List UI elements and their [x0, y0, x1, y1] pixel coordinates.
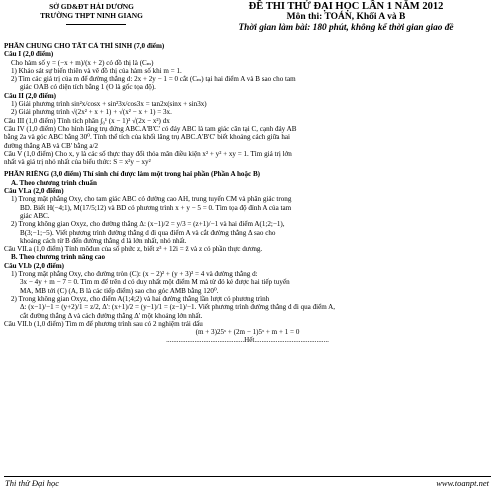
exam-line: 1) Trong mặt phẳng Oxy, cho tam giác ABC có đường cao AH, trung tuyến CM và phân giác trong [11, 195, 292, 204]
exam-line: Câu VII.a (1,0 điểm) Tính môđun của số phức z, biết z³ + 12i = z̄ và z có phần thực dương. [4, 245, 263, 254]
exam-line: B. Theo chương trình nâng cao [11, 253, 105, 262]
exam-line [4, 166, 491, 168]
exam-line: MA, MB tới (C) (A, B là các tiếp điểm) sao cho góc AMB bằng 120⁰. [20, 286, 219, 295]
exam-line: 2) Trong không gian Oxyz, cho đường thẳng Δ: (x−1)/2 = y/3 = (z+1)/−1 và hai điểm A(1;2;−1), [11, 220, 285, 229]
school-name: TRƯỜNG THPT NINH GIANG [40, 11, 143, 20]
exam-line: Câu I (2,0 điểm) [4, 50, 54, 59]
exam-line: Δ: (x−1)/−1 = (y+2)/1 = z/2, Δ': (x+1)/2 = (y−1)/1 = (z−1)/−1. Viết phương trình đường thẳng d đi qua điểm A, [20, 303, 336, 312]
exam-line: đường thẳng AB và CB' bằng a/2 [4, 141, 98, 150]
exam-line: khoảng cách từ B đến đường thẳng d là lớn nhất, nhỏ nhất. [20, 236, 187, 245]
exam-line: cắt đường thẳng Δ và cách đường thẳng Δ' một khoảng lớn nhất. [20, 311, 203, 320]
exam-body [4, 40, 491, 345]
header-underline [66, 24, 126, 25]
section-heading: PHẦN RIÊNG (3,0 điểm) Thí sinh chỉ được làm một trong hai phần (Phần A hoặc B) [4, 170, 261, 179]
exam-line: 1) Trong mặt phẳng Oxy, cho đường tròn (C): (x − 2)² + (y + 3)² = 4 và đường thẳng d: [11, 270, 258, 279]
school-header [4, 2, 179, 20]
exam-line: 3x − 4y + m − 7 = 0. Tìm m để trên d có duy nhất một điểm M mà từ đó kẻ được hai tiếp tuyến [20, 278, 290, 287]
exam-line: A. Theo chương trình chuẩn [11, 178, 97, 187]
exam-line: 1) Khảo sát sự biến thiên và vẽ đồ thị của hàm số khi m = 1. [11, 66, 182, 75]
exam-line: Câu II (2,0 điểm) [4, 91, 57, 100]
exam-line: 2) Tìm các giá trị của m để đường thẳng d: 2x + 2y − 1 = 0 cắt (Cₘ) tại hai điểm A và B sao cho tam [11, 75, 296, 84]
section-heading: PHẦN CHUNG CHO TẤT CẢ THÍ SINH (7,0 điểm) [4, 42, 165, 50]
exam-time: Thời gian làm bài: 180 phút, không kể thời gian giao đề [238, 23, 454, 33]
exam-line: Câu III (1,0 điểm) Tính tích phân ∫₀¹ (x − 1)³ √(2x − x²) dx [4, 116, 170, 125]
exam-line: Câu VII.b (1,0 điểm) Tìm m để phương trình sau có 2 nghiệm trái dấu [4, 319, 203, 328]
exam-line: BD. Biết H(−4;1), M(17/5;12) và BD có phương trình x + y − 5 = 0. Tìm tọa độ đỉnh A của tam [20, 203, 292, 212]
footer-right: www.toanpt.net [436, 478, 489, 488]
exam-line: B(3;−1;−5). Viết phương trình đường thẳng d đi qua điểm A và cắt đường thẳng Δ sao cho [20, 228, 276, 237]
exam-line: 1) Giải phương trình sin²x/cosx + sin²3x/cos3x = tan2x(sinx + sin3x) [11, 100, 207, 109]
footer-left: Thi thử Đại học [5, 478, 59, 488]
exam-line: (m + 3)25ˣ + (2m − 1)5ˣ + m + 1 = 0 [195, 328, 300, 337]
exam-line: Câu V (1,0 điểm) Cho x, y là các số thực thay đổi thỏa mãn điều kiện x² + y² + xy = 1. Tìm giá trị lớn [4, 149, 292, 158]
department-name: SỞ GD&ĐT HẢI DƯƠNG [49, 2, 134, 11]
exam-line: Cho hàm số y = (−x + m)/(x + 2) có đồ thị là (Cₘ) [11, 58, 154, 67]
exam-header [200, 1, 492, 34]
exam-line: Câu VI.b (2,0 điểm) [4, 261, 64, 270]
exam-subject: Môn thi: TOÁN, Khối A và B [286, 12, 406, 22]
exam-line: 2) Giải phương trình √(2x² + x + 1) + √(x² − x + 1) = 3x. [11, 108, 172, 117]
exam-line: 2) Trong không gian Oxyz, cho điểm A(1;4;2) và hai đường thẳng lần lượt có phương trình [11, 294, 270, 303]
exam-line: nhất và giá trị nhỏ nhất của biểu thức: S = x²y − xy² [4, 158, 151, 167]
exam-line: giác ABC. [20, 211, 50, 220]
exam-line: Câu VI.a (2,0 điểm) [4, 187, 64, 196]
exam-line: giác OAB có diện tích bằng 1 (O là gốc tọa độ). [20, 83, 156, 92]
exam-line: Câu IV (1,0 điểm) Cho hình lăng trụ đứng ABC.A'B'C' có đáy ABC là tam giác cân tại C, cạnh đáy AB [4, 124, 297, 133]
footer-divider [4, 476, 491, 477]
exam-title: ĐỀ THI THỬ ĐẠI HỌC LẦN 1 NĂM 2012 [248, 1, 444, 12]
exam-line: ............................................Hết.......................................... [166, 336, 329, 345]
exam-line: bằng 2a và góc ABC bằng 30⁰. Tính thể tích của khối lăng trụ ABC.A'B'C' biết khoảng cách giữa hai [4, 133, 291, 142]
